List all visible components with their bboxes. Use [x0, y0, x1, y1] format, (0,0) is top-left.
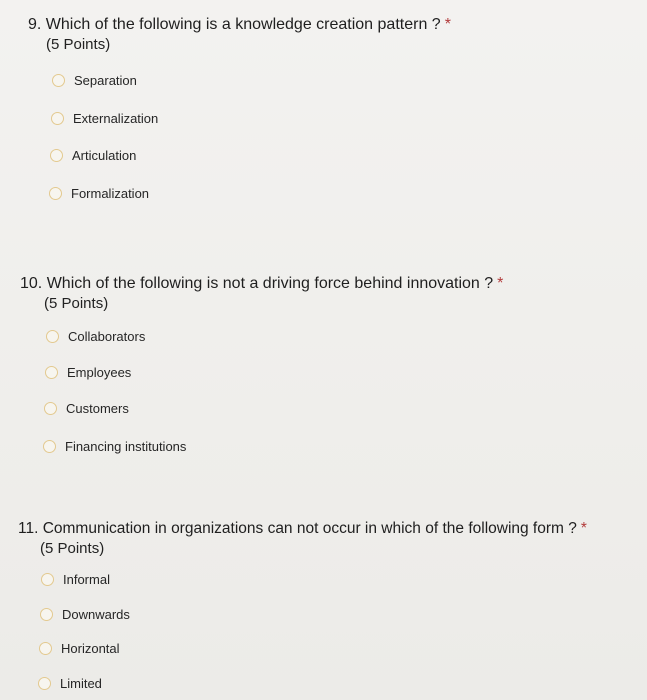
option-externalization[interactable] [51, 111, 158, 126]
option-label: Customers [66, 401, 129, 416]
question-title [18, 518, 587, 539]
radio-button[interactable] [49, 187, 62, 200]
option-limited[interactable] [38, 676, 102, 691]
radio-button[interactable] [46, 330, 59, 343]
question-points: (5 Points) [44, 295, 109, 312]
required-mark: * [580, 520, 587, 537]
radio-button[interactable] [51, 112, 64, 125]
option-separation[interactable] [52, 73, 137, 88]
radio-button[interactable] [43, 440, 56, 453]
option-horizontal[interactable] [39, 641, 120, 656]
radio-button[interactable] [45, 366, 58, 379]
radio-button[interactable] [52, 74, 65, 87]
question-9 [28, 14, 451, 55]
option-downwards[interactable] [40, 607, 130, 622]
option-label: Financing institutions [65, 439, 187, 454]
option-label: Externalization [73, 111, 159, 126]
question-points: (5 Points) [46, 36, 111, 53]
option-label: Downwards [62, 607, 130, 622]
question-points: (5 Points) [40, 540, 105, 557]
option-label: Collaborators [68, 329, 146, 344]
option-label: Formalization [71, 186, 150, 201]
question-text: 10. Which of the following is not a driving force behind innovation ? [20, 275, 494, 292]
radio-button[interactable] [50, 149, 63, 162]
option-label: Limited [60, 676, 102, 691]
question-text: 9. Which of the following is a knowledge creation pattern ? [28, 16, 441, 33]
option-collaborators[interactable] [46, 329, 145, 344]
question-title [28, 14, 451, 35]
radio-button[interactable] [41, 573, 54, 586]
option-label: Separation [74, 73, 137, 88]
option-articulation[interactable] [50, 148, 136, 163]
question-text: 11. Communication in organizations can not occur in which of the following form ? [18, 520, 577, 537]
question-10 [20, 273, 503, 314]
required-mark: * [444, 16, 451, 33]
option-formalization[interactable] [49, 186, 149, 201]
radio-button[interactable] [40, 608, 53, 621]
question-11 [18, 518, 587, 559]
option-label: Employees [67, 365, 132, 380]
option-customers[interactable] [44, 401, 129, 416]
option-financing-institutions[interactable] [43, 439, 186, 454]
option-informal[interactable] [41, 572, 110, 587]
radio-button[interactable] [44, 402, 57, 415]
option-label: Informal [63, 572, 110, 587]
option-label: Horizontal [61, 641, 120, 656]
radio-button[interactable] [39, 642, 52, 655]
question-title [20, 273, 503, 294]
radio-button[interactable] [38, 677, 51, 690]
required-mark: * [497, 275, 504, 292]
option-label: Articulation [72, 148, 137, 163]
option-employees[interactable] [45, 365, 131, 380]
